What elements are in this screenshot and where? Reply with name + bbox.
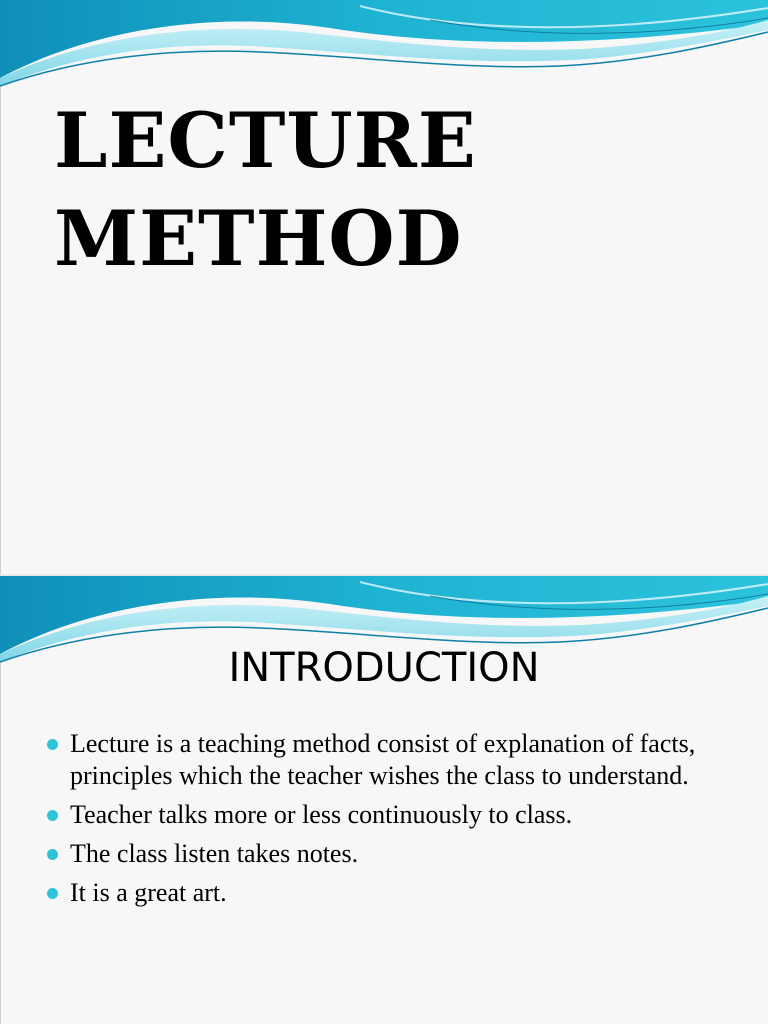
bullet-icon (47, 849, 58, 860)
bullet-text: Teacher talks more or less continuously to class. (70, 800, 573, 829)
wave-banner-graphic (0, 0, 768, 90)
list-item (44, 877, 734, 909)
list-item (44, 799, 734, 831)
bullet-list (44, 728, 734, 916)
slide-introduction (0, 576, 768, 1024)
bullet-text: The class listen takes notes. (70, 839, 359, 868)
bullet-icon (47, 888, 58, 899)
slide-title (54, 92, 477, 288)
bullet-text: Lecture is a teaching method consist of explanation of facts, principles which the teacher wishes the class to understand. (70, 729, 696, 790)
bullet-icon (47, 739, 58, 750)
title-line-1: LECTURE (54, 96, 477, 185)
slide-title: INTRODUCTION (228, 645, 540, 691)
bullet-icon (47, 810, 58, 821)
bullet-text: It is a great art. (70, 878, 227, 907)
title-line-2: METHOD (54, 194, 463, 283)
list-item (44, 838, 734, 870)
list-item (44, 728, 734, 792)
